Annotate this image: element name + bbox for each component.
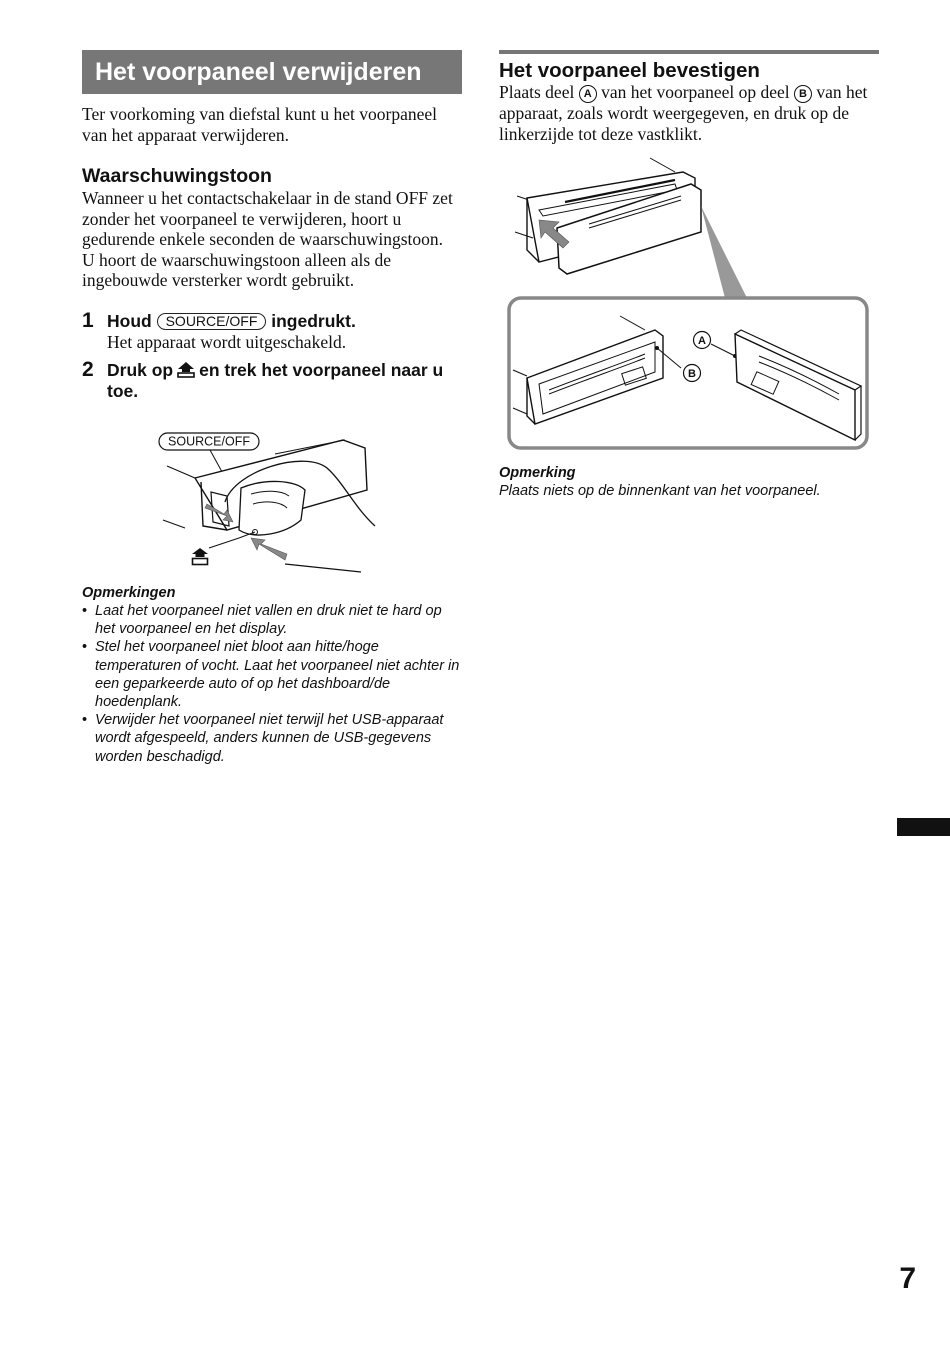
source-off-key: SOURCE/OFF <box>157 313 267 330</box>
step-2 <box>82 357 462 402</box>
bullet: • <box>82 712 88 729</box>
attach-panel-illustration <box>505 150 875 452</box>
step-title <box>107 360 462 402</box>
eject-icon <box>192 548 208 565</box>
attach-body <box>499 82 879 144</box>
figure-label-b: B <box>688 368 696 380</box>
step-title-text: en trek het voorpaneel naar u toe. <box>107 359 444 401</box>
intro-text: Ter voorkoming van diefstal kunt u het voorpaneel van het apparaat verwijderen. <box>82 104 437 145</box>
note-text: Verwijder het voorpaneel niet terwijl het USB-apparaat wordt afgespeeld, anders kunnen de USB-gegevens worden beschadigd. <box>95 712 444 765</box>
attach-text: van het voorpaneel op deel <box>601 82 790 102</box>
step-title-text: ingedrukt. <box>271 310 356 331</box>
warning-body <box>82 188 462 291</box>
section-rule <box>499 50 879 54</box>
figure-source-off-label: SOURCE/OFF <box>168 434 250 449</box>
section-title: Het voorpaneel verwijderen <box>82 50 462 94</box>
note-text: Laat het voorpaneel niet vallen en druk niet te hard op het voorpaneel en het display. <box>95 603 442 638</box>
bullet: • <box>82 639 88 656</box>
step-description: Het apparaat wordt uitgeschakeld. <box>107 331 347 352</box>
warning-paragraph-2: U hoort de waarschuwingstoon alleen als de ingebouwde versterker wordt gebruikt. <box>82 249 392 290</box>
note-title: Opmerking <box>499 465 576 481</box>
remove-panel-illustration <box>155 430 385 576</box>
note-section <box>499 464 879 500</box>
eject-icon <box>177 361 195 378</box>
note-item <box>82 602 464 638</box>
page-number: 7 <box>899 1262 916 1295</box>
step-title-text: Houd <box>107 310 152 331</box>
attach-heading: Het voorpaneel bevestigen <box>499 59 760 82</box>
step-title-text: Druk op <box>107 359 174 380</box>
step-title <box>107 311 462 332</box>
warning-paragraph-1: Wanneer u het contactschakelaar in de stand OFF zet zonder het voorpaneel te verwijderen, hoort u gedurende enkele seconden de waarschuwingstoon. <box>82 188 453 249</box>
marker-a: A <box>579 85 597 103</box>
step-number: 2 <box>82 357 94 381</box>
step-number: 1 <box>82 308 94 332</box>
notes-list <box>82 602 464 766</box>
note-text: Plaats niets op de binnenkant van het voorpaneel. <box>499 483 821 499</box>
attach-text: Plaats deel <box>499 82 575 102</box>
note-item <box>82 711 464 766</box>
figure-label-a: A <box>698 335 706 347</box>
bullet: • <box>82 603 88 619</box>
warning-heading: Waarschuwingstoon <box>82 165 272 187</box>
right-column <box>499 50 879 144</box>
marker-b: B <box>794 85 812 103</box>
attach-text: van het apparaat, zoals wordt weergegeven, en druk op de linkerzijde tot deze vastklikt. <box>499 82 868 144</box>
notes-title: Opmerkingen <box>82 585 176 601</box>
left-column <box>82 50 462 402</box>
section-tab-marker <box>897 818 950 836</box>
note-text: Stel het voorpaneel niet bloot aan hitte/hoge temperaturen of vocht. Laat het voorpaneel niet achter in een geparkeerde auto of op het dashboard/de hoedenplank. <box>95 639 460 711</box>
notes-section <box>82 584 464 766</box>
step-1 <box>82 308 462 352</box>
note-item <box>82 638 464 711</box>
